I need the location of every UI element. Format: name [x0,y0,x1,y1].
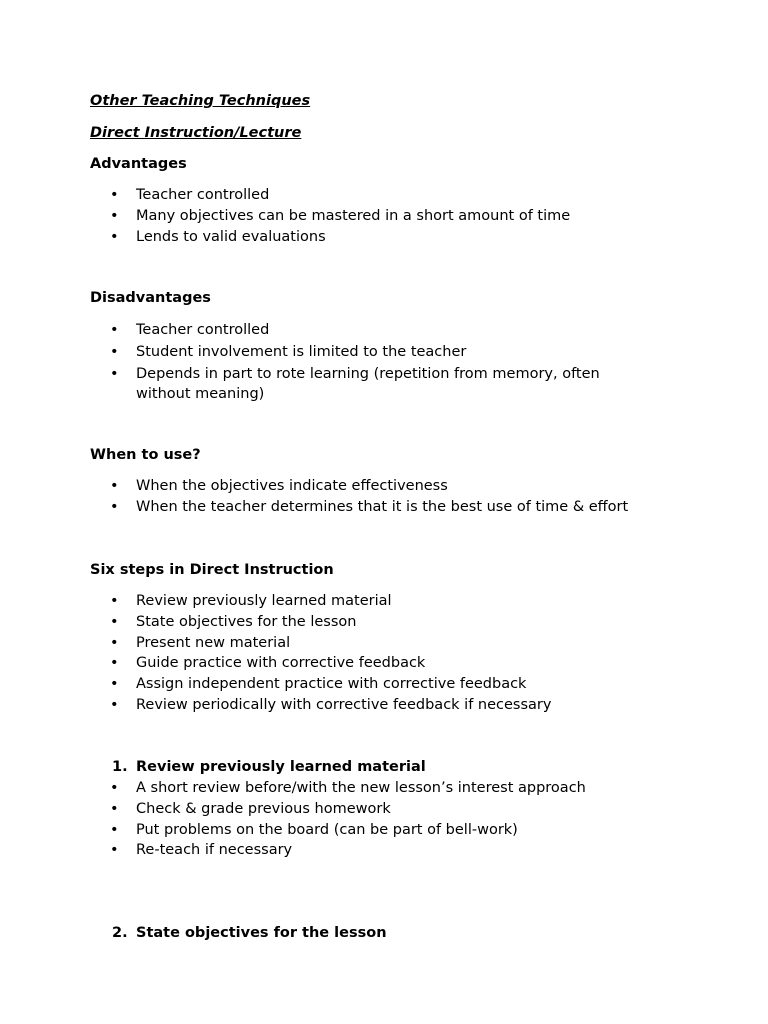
section-title-direct-instruction: Direct Instruction/Lecture [90,125,302,141]
bullet-icon: • [110,821,119,838]
disadvantages-heading: Disadvantages [90,290,211,306]
step-1-list [90,778,690,861]
list-item: • Present new material [90,633,690,654]
list-item: • Put problems on the board (can be part of bell-work) [90,820,690,841]
bullet-icon: • [110,800,119,817]
step-number: 1. [112,759,128,775]
when-to-use-list [90,476,690,518]
list-item: • Guide practice with corrective feedback [90,653,690,674]
disadvantages-list [90,320,650,405]
bullet-icon: • [110,478,119,494]
bullet-icon: • [110,613,119,630]
bullet-icon: • [110,322,119,338]
list-item: • State objectives for the lesson [90,612,690,633]
list-item: • A short review before/with the new lesson’s interest approach [90,778,690,799]
advantages-list [90,185,690,247]
bullet-icon: • [110,780,119,796]
step-1-heading [90,757,736,778]
bullet-icon: • [110,655,119,672]
step-title: Review previously learned material [136,759,426,775]
bullet-icon: • [110,676,119,693]
six-steps-list [90,591,690,716]
list-item: • Teacher controlled [90,320,650,341]
bullet-icon: • [110,228,119,245]
list-item: • Re-teach if necessary [90,840,690,861]
list-item: • Lends to valid evaluations [90,227,690,248]
list-item: • When the teacher determines that it is the best use of time & effort [90,497,690,518]
list-item: • Review periodically with corrective feedback if necessary [90,695,690,716]
bullet-icon: • [110,187,119,203]
bullet-icon: • [110,207,119,224]
list-item: • Check & grade previous homework [90,799,690,820]
advantages-heading: Advantages [90,156,187,172]
bullet-icon: • [110,498,119,515]
bullet-icon: • [110,343,119,360]
step-number: 2. [112,924,128,941]
document-title: Other Teaching Techniques [90,93,311,109]
bullet-icon: • [110,696,119,713]
bullet-icon: • [110,842,119,859]
list-item: • Many objectives can be mastered in a short amount of time [90,206,690,227]
bullet-icon: • [110,365,119,382]
list-item: • Review previously learned material [90,591,690,612]
list-item: • Depends in part to rote learning (repetition from memory, often without meaning) [110,365,600,403]
list-item: • Student involvement is limited to the teacher [90,342,650,363]
six-steps-heading: Six steps in Direct Instruction [90,562,334,578]
bullet-icon: • [110,593,119,609]
list-item: • Assign independent practice with corrective feedback [90,674,690,695]
list-item: • When the objectives indicate effectiveness [90,476,690,497]
step-title: State objectives for the lesson [136,924,387,941]
step-2-heading [90,923,736,944]
list-item: • Teacher controlled [90,185,690,206]
when-to-use-heading: When to use? [90,447,201,463]
bullet-icon: • [110,634,119,651]
